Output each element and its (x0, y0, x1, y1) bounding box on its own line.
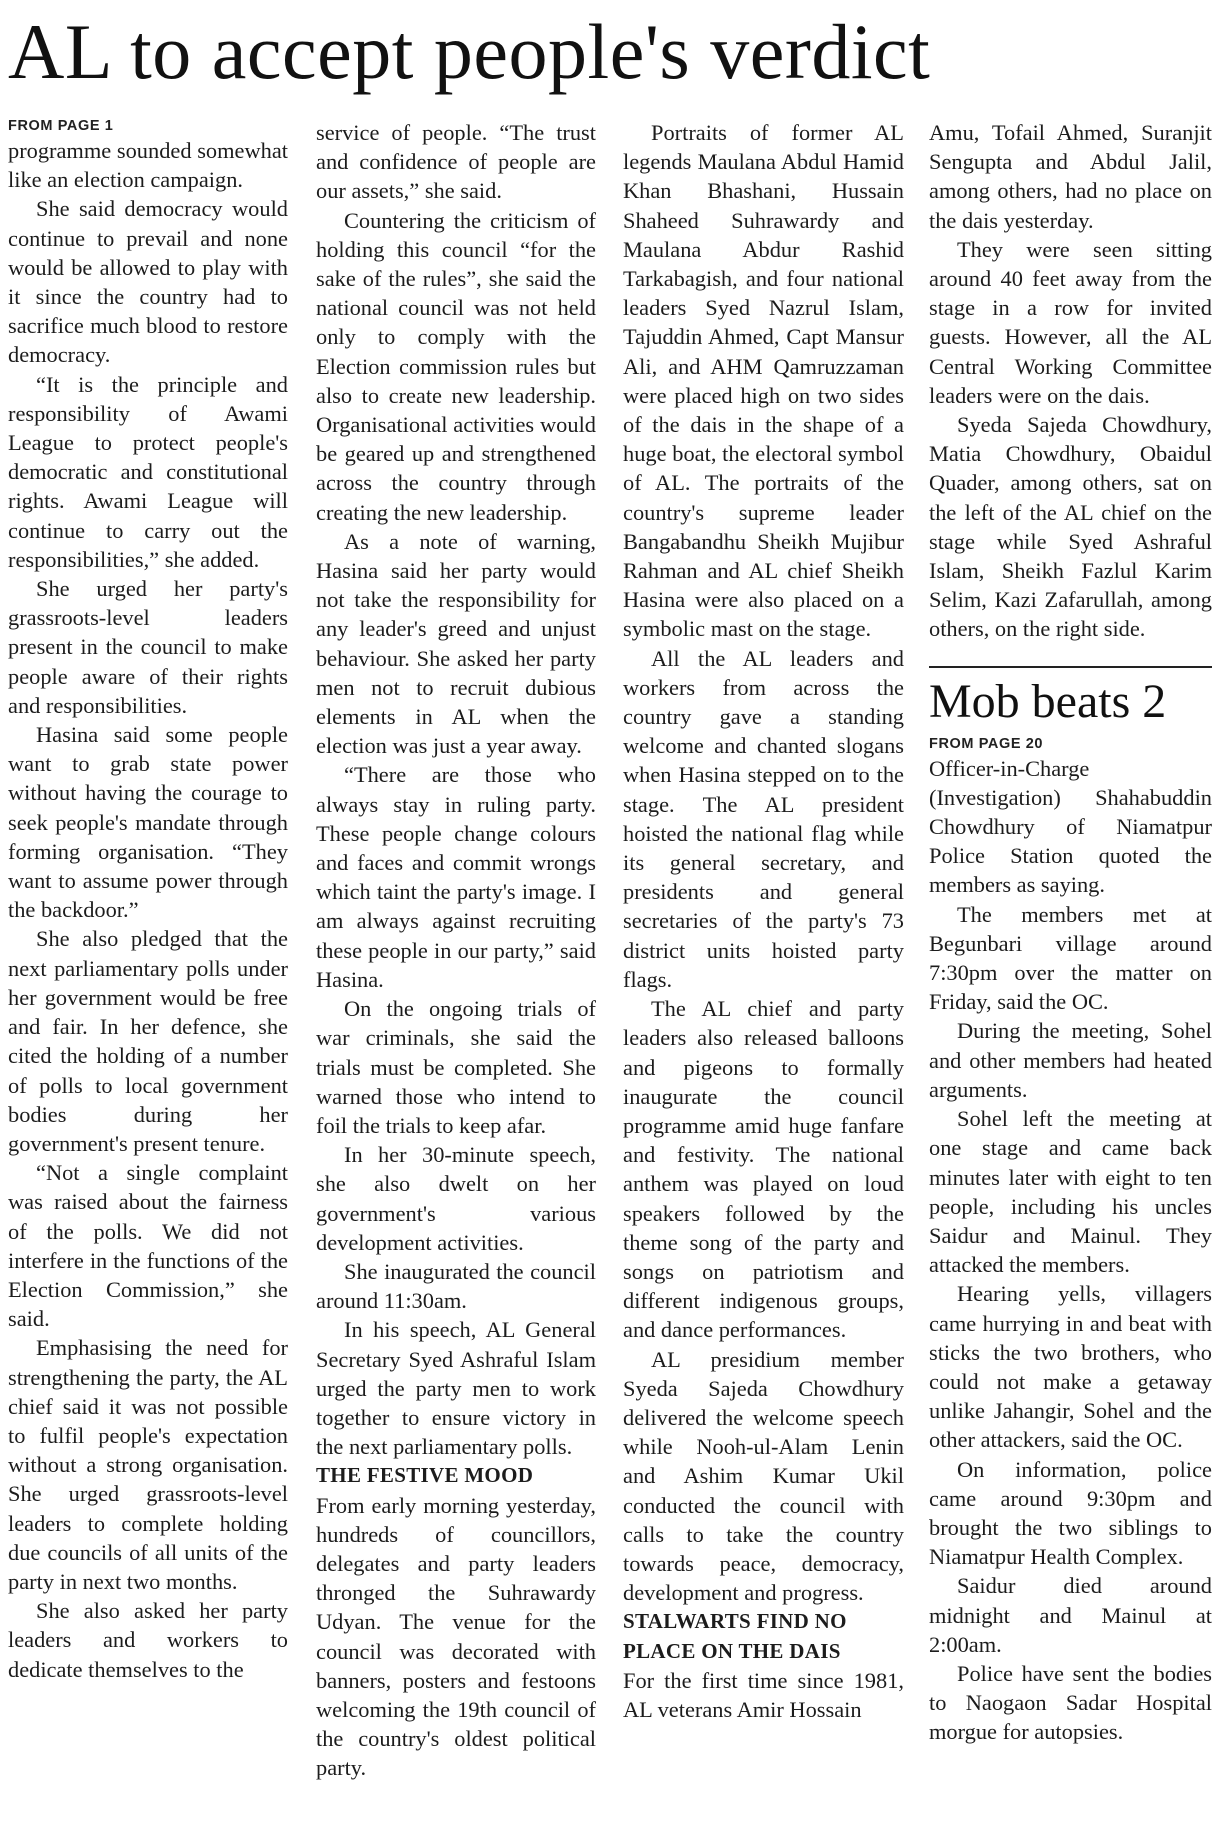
article-paragraph: All the AL leaders and workers from across the country gave a standing welcome and chanted slogans when Hasina stepped on to the stage. The AL president hoisted the national flag while its general secretary, and presidents and general secretaries of the party's 73 district units hoisted party flags. (623, 645, 904, 992)
subhead-festive-mood: THE FESTIVE MOOD (316, 1463, 534, 1488)
article-paragraph: Portraits of former AL legends Maulana Abdul Hamid Khan Bhashani, Hussain Shaheed Suhrawardy and Maulana Abdur Rashid Tarkabagish, and four national leaders Syed Nazrul Islam, Tajuddin Ahmed, Capt Mansur Ali, and AHM Qamruzzaman were placed high on two sides of the dais in the shape of a huge boat, the electoral symbol of AL. The portraits of the country's supreme leader Bangabandhu Sheikh Mujibur Rahman and AL chief Sheikh Hasina were also placed on a symbolic mast on the stage. (623, 120, 904, 642)
article-paragraph: In her 30-minute speech, she also dwelt on her government's various development activities. (316, 1142, 596, 1255)
article-paragraph: She also pledged that the next parliamentary polls under her government would be free and fair. In her defence, she cited the holding of a number of polls to local government bodies during her government's present tenure. (8, 926, 288, 1156)
mob-headline: Mob beats 2 (929, 674, 1167, 728)
article-paragraph: “There are those who always stay in ruling party. These people change colours and faces and commit wrongs which taint the party's image. I am always against recruiting these people in our party,” said Hasina. (316, 762, 596, 992)
article-paragraph: Emphasising the need for strengthening the party, the AL chief said it was not possible to fulfil people's expectation without a strong organisation. She urged grassroots-level leaders to complete holding due councils of all units of the party in next two months. (8, 1335, 288, 1594)
article-paragraph: Sohel left the meeting at one stage and came back minutes later with eight to ten people, including his uncles Saidur and Mainul. They attacked the members. (929, 1106, 1212, 1278)
column-3 (623, 118, 904, 1724)
article-paragraph: AL presidium member Syeda Sajeda Chowdhury delivered the welcome speech while Nooh-ul-Alam Lenin and Ashim Kumar Ukil conducted the council with calls to take the country towards peace, democracy, development and progress. (623, 1346, 904, 1606)
article-paragraph: “Not a single complaint was raised about the fairness of the polls. We did not interfere in the functions of the Election Commission,” she said. (8, 1160, 288, 1332)
column-2 (316, 118, 596, 1783)
article-paragraph: For the first time since 1981, AL veterans Amir Hossain (623, 1667, 904, 1722)
mob-story (929, 666, 1212, 1747)
main-headline: AL to accept people's verdict (8, 8, 931, 95)
article-paragraph: Officer-in-Charge (Investigation) Shahabuddin Chowdhury of Niamatpur Police Station quoted the members as saying. (929, 755, 1212, 898)
article-paragraph: She said democracy would continue to prevail and none would be allowed to play with it since the country had to sacrifice much blood to restore democracy. (8, 196, 288, 368)
article-paragraph: Hasina said some people want to grab state power without having the courage to seek people's mandate through forming organisation. “They want to assume power through the backdoor.” (8, 722, 288, 923)
article-paragraph: Countering the criticism of holding this council “for the sake of the rules”, she said the national council was not held only to comply with the Election commission rules but also to create new leadership. Organisational activities would be geared up and strengthened across the country through creating the new leadership. (316, 207, 596, 525)
column-1 (8, 118, 288, 1684)
article-paragraph: “It is the principle and responsibility of Awami League to protect people's democratic and constitutional rights. Awami League will continue to carry out the responsibilities,” she added. (8, 371, 288, 572)
article-paragraph: They were seen sitting around 40 feet away from the stage in a row for invited guests. However, all the AL Central Working Committee leaders were on the dais. (929, 236, 1212, 408)
article-paragraph: Amu, Tofail Ahmed, Suranjit Sengupta and Abdul Jalil, among others, had no place on the dais yesterday. (929, 120, 1212, 233)
article-paragraph: Hearing yells, villagers came hurrying in and beat with sticks the two brothers, who could not make a getaway unlike Jahangir, Sohel and the other attackers, said the OC. (929, 1281, 1212, 1453)
article-paragraph: She also asked her party leaders and workers to dedicate themselves to the (8, 1598, 288, 1682)
article-paragraph: Saidur died around midnight and Mainul at 2:00am. (929, 1573, 1212, 1657)
article-paragraph: The AL chief and party leaders also released balloons and pigeons to formally inaugurate the council programme amid huge fanfare and festivity. The national anthem was played on loud speakers followed by the theme song of the party and songs on patriotism and different indigenous groups, and dance performances. (623, 996, 904, 1343)
column-4 (929, 118, 1212, 1747)
article-paragraph: Syeda Sajeda Chowdhury, Matia Chowdhury, Obaidul Quader, among others, sat on the left of the AL chief on the stage while Syed Ashraful Islam, Sheikh Fazlul Karim Selim, Kazi Zafarullah, among others, on the right side. (929, 412, 1212, 642)
article-paragraph: The members met at Begunbari village around 7:30pm over the matter on Friday, said the OC. (929, 901, 1212, 1015)
article-paragraph: During the meeting, Sohel and other members had heated arguments. (929, 1018, 1212, 1102)
subhead-stalwarts: STALWARTS FIND NO PLACE ON THE DAIS (623, 1609, 847, 1663)
dateline-from-page-1: FROM PAGE 1 (8, 118, 114, 134)
article-paragraph: service of people. “The trust and confidence of people are our assets,” she said. (316, 120, 596, 204)
article-paragraph: On the ongoing trials of war criminals, she said the trials must be completed. She warned those who intend to foil the trials to keep afar. (316, 996, 596, 1138)
article-paragraph: From early morning yesterday, hundreds of councillors, delegates and party leaders thronged the Suhrawardy Udyan. The venue for the council was decorated with banners, posters and festoons welcoming the 19th council of the country's oldest political party. (316, 1492, 596, 1781)
article-paragraph: On information, police came around 9:30pm and brought the two siblings to Niamatpur Health Complex. (929, 1456, 1212, 1570)
article-paragraph: In his speech, AL General Secretary Syed Ashraful Islam urged the party men to work together to ensure victory in the next parliamentary polls. (316, 1317, 596, 1460)
article-paragraph: programme sounded somewhat like an election campaign. (8, 138, 288, 193)
article-paragraph: Police have sent the bodies to Naogaon Sadar Hospital morgue for autopsies. (929, 1660, 1212, 1745)
article-paragraph: She urged her party's grassroots-level leaders present in the council to make people aware of their rights and responsibilities. (8, 576, 288, 718)
article-paragraph: As a note of warning, Hasina said her party would not take the responsibility for any leader's greed and unjust behaviour. She asked her party men not to recruit dubious elements in AL when the election was just a year away. (316, 528, 596, 759)
dateline-from-page-20: FROM PAGE 20 (929, 735, 1044, 752)
article-paragraph: She inaugurated the council around 11:30am. (316, 1258, 596, 1314)
